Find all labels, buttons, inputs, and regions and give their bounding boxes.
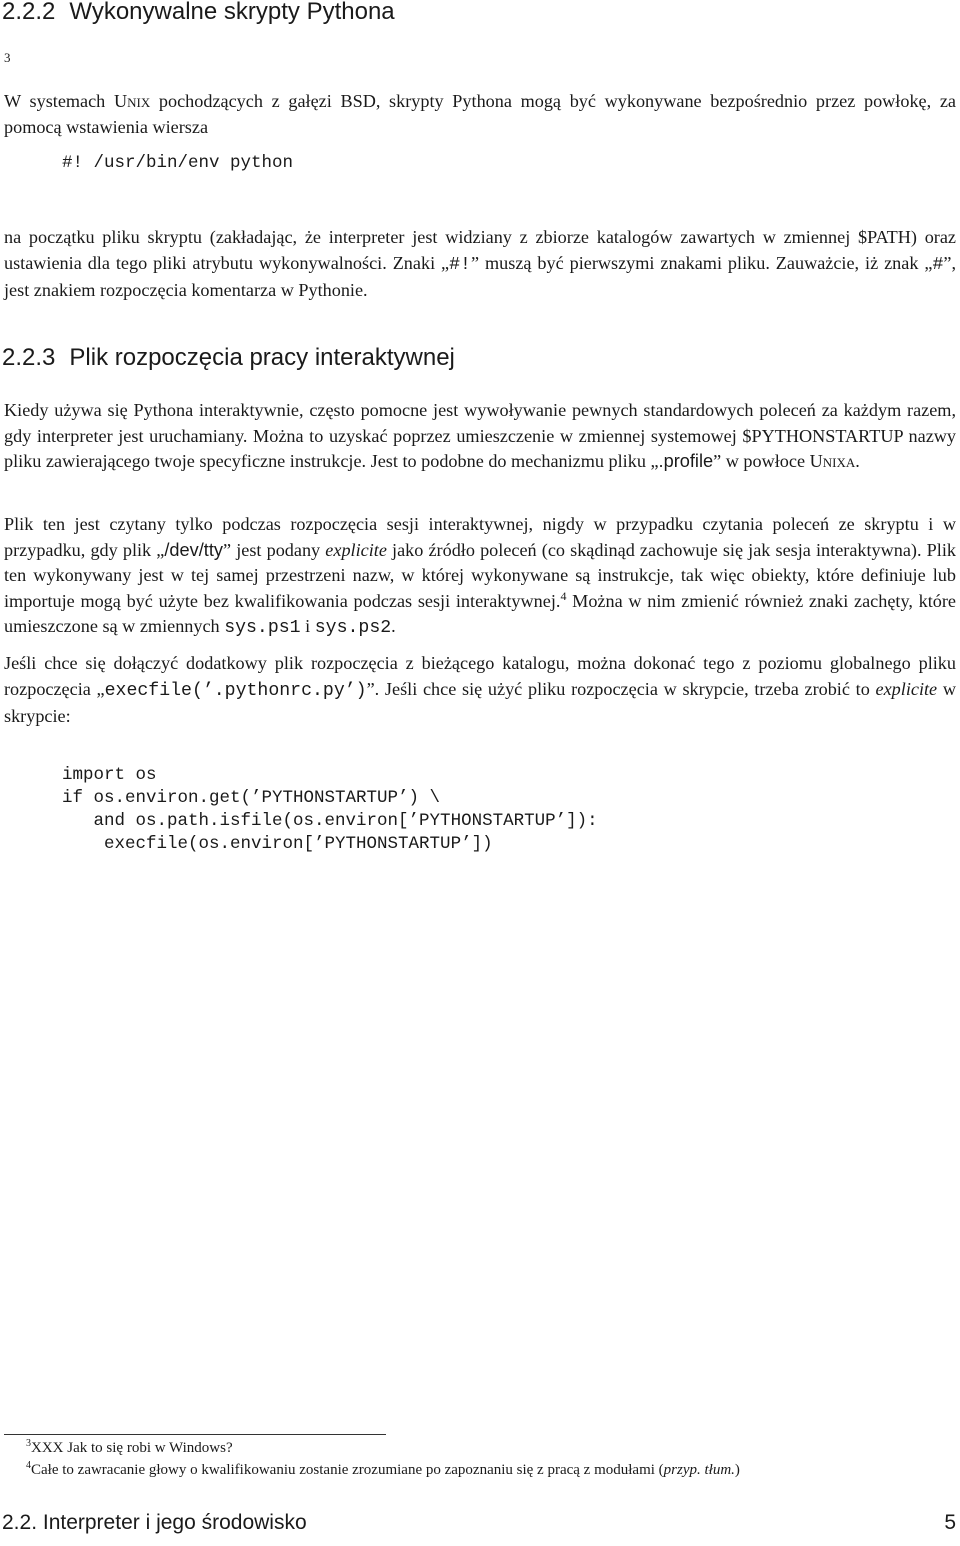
paragraph-shebang-explanation: na początku pliku skryptu (zakładając, że interpreter jest widziany z zbiorze katalogów zawartych w zmiennej $PATH) oraz ustawienia dla tego pliki atrybutu wykonywalności. Znaki „#!” muszą być pierwszymi znakami pliku. Zauważcie, iż znak „#”, jest znakiem rozpoczęcia komentarza w Pythonie. — [4, 227, 956, 300]
filename: .profile — [658, 451, 714, 471]
section-heading-executable-scripts — [2, 0, 395, 26]
shebang-code-line: #! /usr/bin/env python — [62, 153, 294, 173]
footnote-4: $^4$Całe to zawracanie głowy o kwalifikowaniu zostanie zrozumiane po zapoznaniu się z pracą z modułami (przyp. tłum.) — [26, 1460, 740, 1478]
footnote-number: 3 — [26, 1438, 31, 1449]
inline-code: execfile(’.pythonrc.py’) — [104, 680, 367, 701]
section-number: 2.2.3 — [2, 344, 56, 371]
footnote-3: $^3$XXX Jak to się robi w Windows? — [26, 1438, 233, 1456]
inline-code: #! — [449, 254, 471, 275]
unix-term: Unixa — [809, 451, 856, 471]
paragraph-local-startup: Jeśli chce się dołączyć dodatkowy plik rozpoczęcia z bieżącego katalogu, można dokonać tego z poziomu globalnego pliku rozpoczęcia „execfile(’.pythonrc.py’)”. Jeśli chce się użyć pliku rozpoczęcia w skrypcie, trzeba zrobić to explicite w skrypcie: — [4, 653, 956, 726]
footnote-ref: 4 — [560, 588, 567, 603]
inline-code: sys.ps1 — [224, 618, 301, 638]
paragraph-startup-behavior: Plik ten jest czytany tylko podczas rozpoczęcia sesji interaktywnej, nigdy w przypadku czytania poleceń ze skryptu i w przypadku, gdy plik „/dev/tty” jest podany explicite jako źródło poleceń (co skądinąd zachowuje się jak sesja interaktywna). Plik ten wykonywany jest w tej samej przestrzeni nazw, w której wykonywane są instrukcje, tak więc obiekty, które definiuje lub importuje mogą być użyte bez kwalifikowania podczas sesji interaktywnej.$^4$ Można w nim zmienić również znaki zachęty, które umieszczone są w zmiennych sys.ps1 i sys.ps2. — [4, 514, 956, 638]
emphasis: explicite — [325, 539, 387, 560]
code-line: execfile(os.environ[’PYTHONSTARTUP’]) — [62, 834, 493, 854]
footnote-number: 4 — [26, 1460, 31, 1471]
running-footer-section: 2.2. Interpreter i jego środowisko — [2, 1511, 307, 1534]
code-line: and os.path.isfile(os.environ[’PYTHONSTARTUP’]): — [62, 811, 598, 831]
paragraph-pythonstartup: Kiedy używa się Pythona interaktywnie, często pomocne jest wywoływanie pewnych standardowych poleceń za każdym razem, gdy interpreter jest uruchamiany. Można to uzyskać poprzez umieszczenie w zmiennej systemowej $PYTHONSTARTUP nazwy pliku zawierającego twoje specyficzne instrukcje. Jest to podobne do mechanizmu pliku „.profile” w powłoce Unixa. — [4, 400, 956, 471]
filename: /dev/tty — [164, 539, 224, 560]
footnote-separator — [4, 1434, 386, 1435]
emphasis: przyp. tłum. — [663, 1462, 735, 1478]
section-number: 2.2.2 — [2, 0, 56, 25]
inline-code: sys.ps2 — [314, 618, 392, 638]
section-title: Plik rozpoczęcia pracy interaktywnej — [69, 344, 455, 371]
unix-term: Unix — [113, 91, 151, 111]
section-title: Wykonywalne skrypty Pythona — [69, 0, 395, 25]
code-line: import os — [62, 765, 157, 785]
emphasis: explicite — [875, 678, 938, 699]
paragraph-unix-scripts: W systemach Unix pochodzących z gałęzi BSD, skrypty Pythona mogą być wykonywane bezpośrednio przez powłokę, za pomocą wstawienia wiersza — [4, 91, 956, 137]
page-number: 5 — [944, 1511, 956, 1534]
inline-code: # — [932, 254, 944, 275]
section-heading-startup-file — [2, 344, 455, 372]
footnote-marker: 3 — [4, 50, 11, 65]
code-line: if os.environ.get(’PYTHONSTARTUP’) \ — [62, 788, 441, 808]
